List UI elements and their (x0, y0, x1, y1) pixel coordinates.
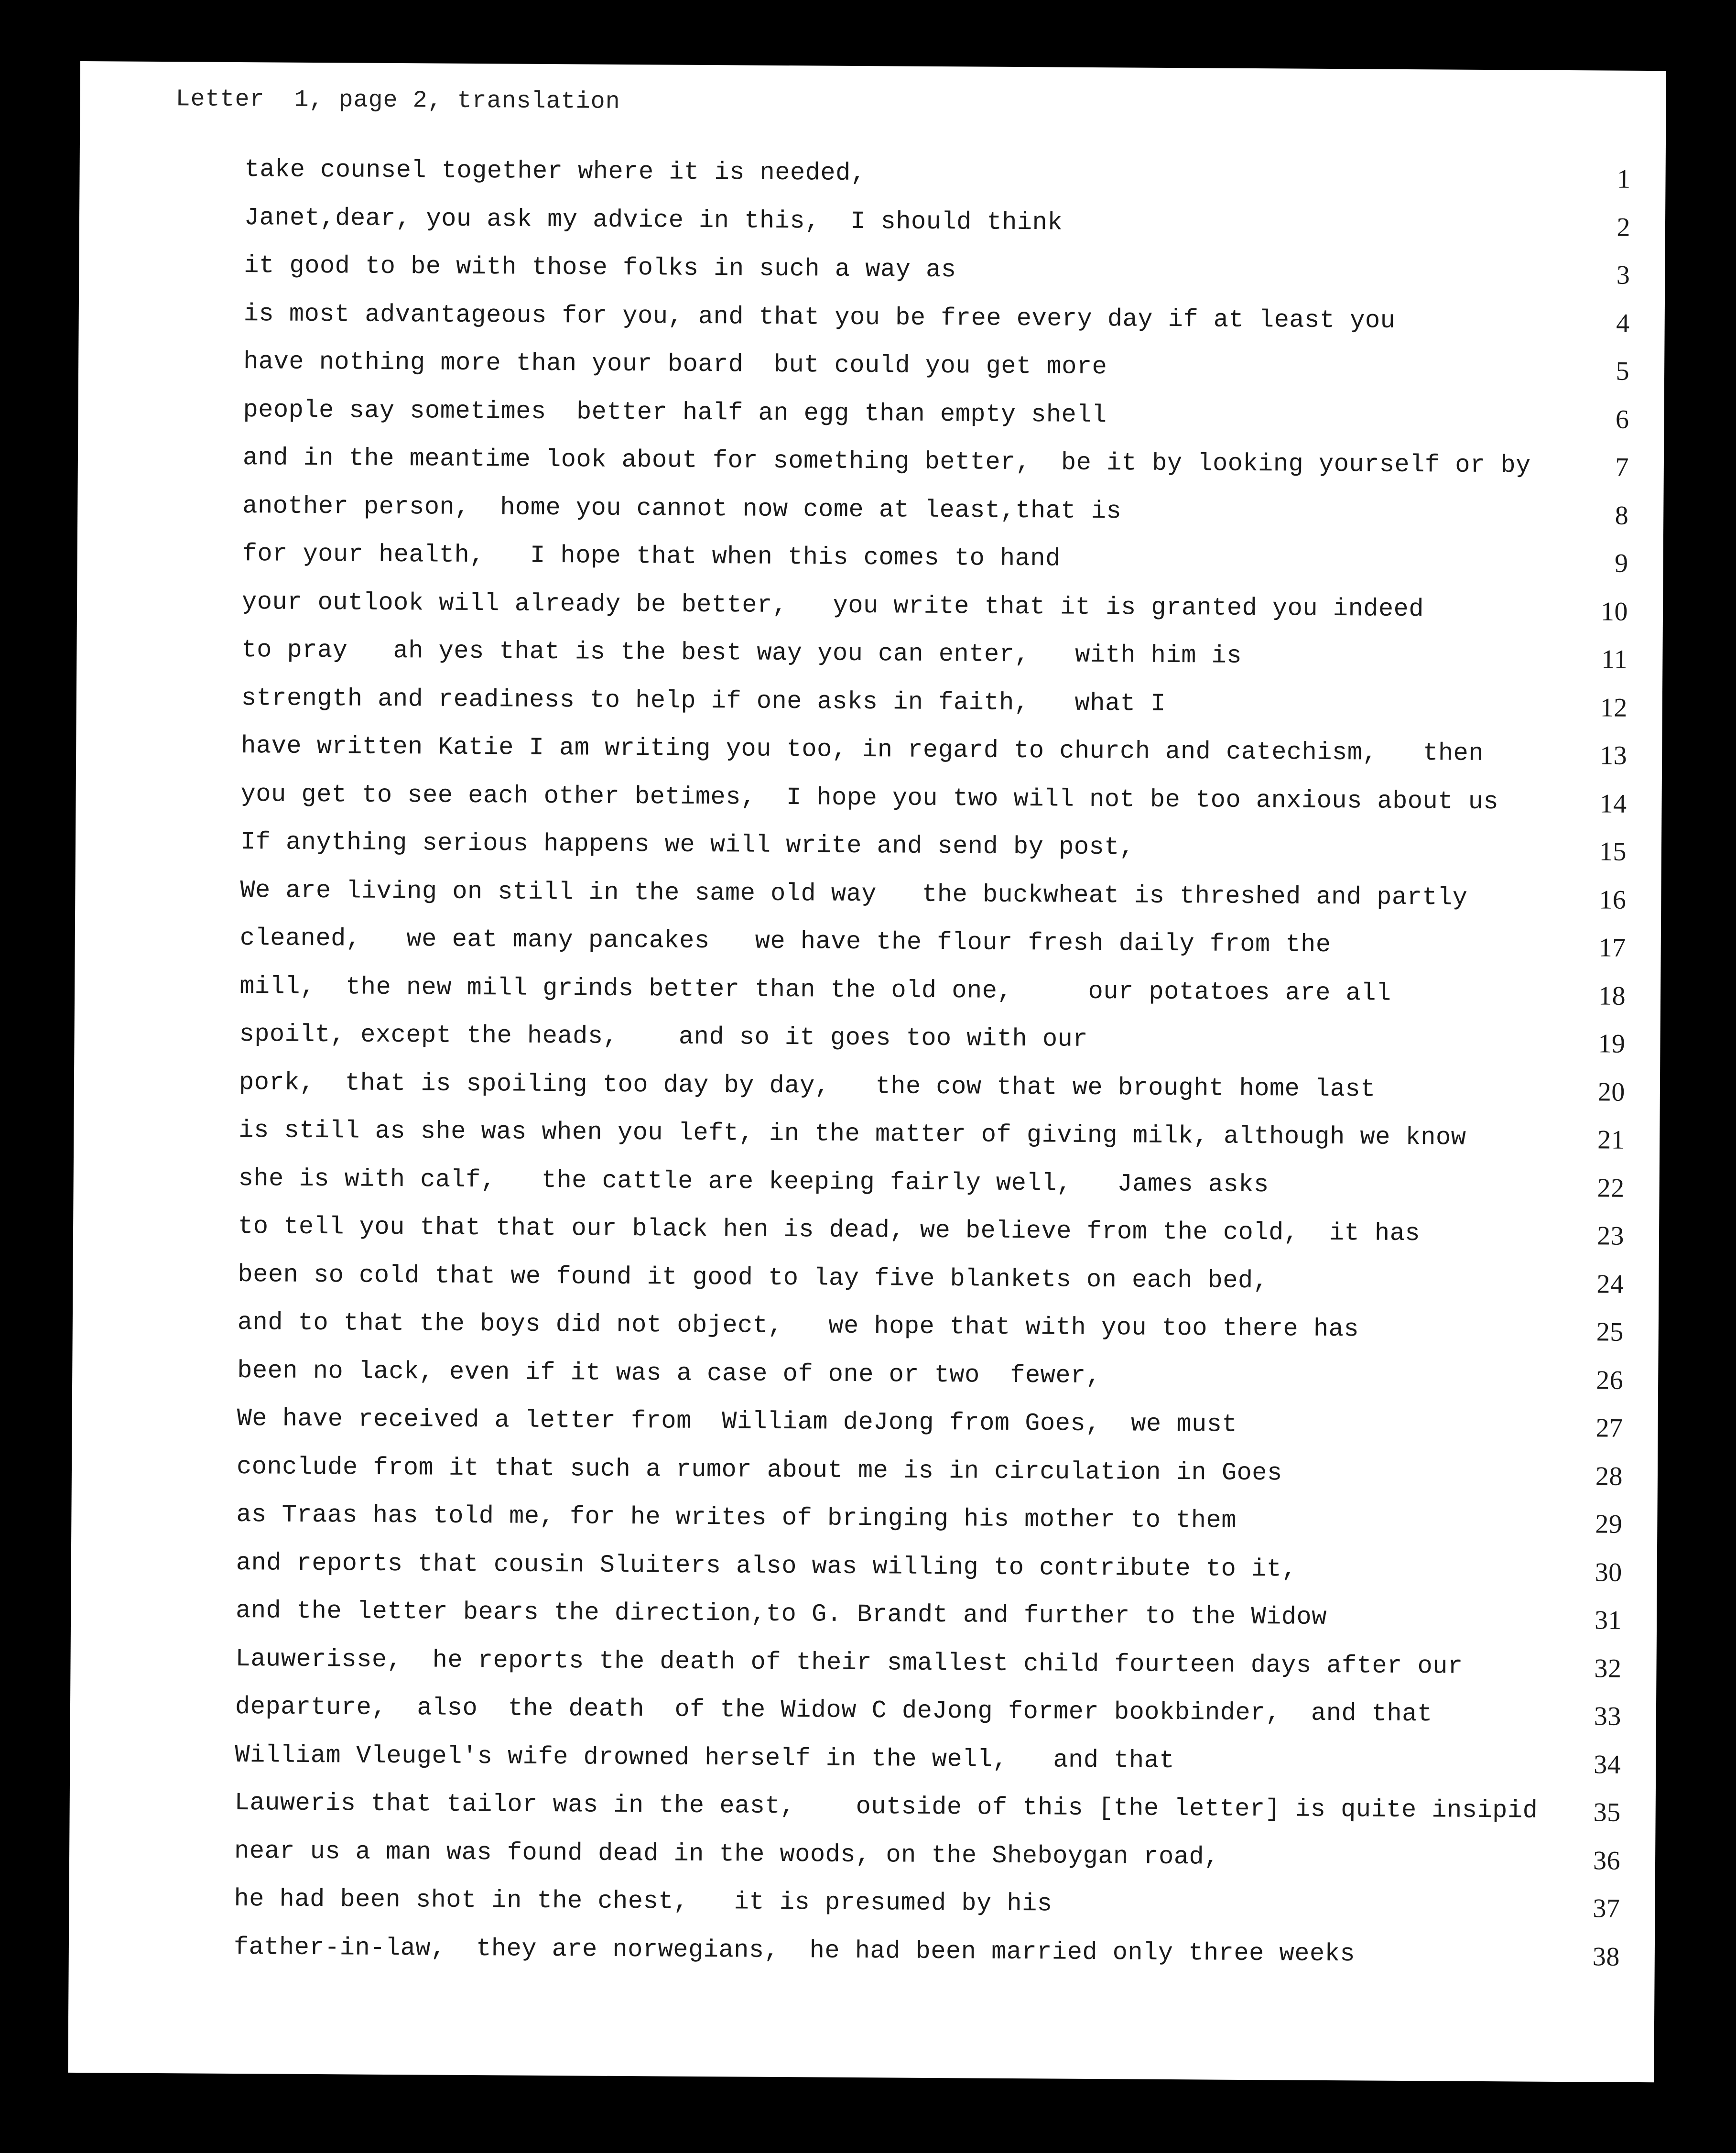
line-number: 27 (1595, 1413, 1623, 1443)
line-number: 38 (1592, 1941, 1620, 1972)
line-number: 35 (1593, 1797, 1621, 1827)
line-number: 32 (1594, 1653, 1622, 1684)
line-text: have nothing more than your board but could you get more (243, 348, 1107, 381)
line-number: 34 (1594, 1749, 1621, 1780)
line-number: 20 (1597, 1076, 1626, 1107)
text-line (241, 732, 1628, 788)
line-number: 33 (1594, 1701, 1622, 1731)
line-text: to pray ah yes that is the best way you can enter, with him is (241, 636, 1242, 670)
text-line (241, 636, 1628, 692)
line-text: people say sometimes better half an egg than empty shell (243, 395, 1107, 429)
letter-text (233, 155, 1630, 1990)
line-number: 23 (1596, 1221, 1625, 1251)
line-text: another person, home you cannot now come at least,that is (242, 491, 1122, 525)
line-number: 28 (1595, 1461, 1623, 1491)
line-text: your outlook will already be better, you write that it is granted you indeed (241, 587, 1424, 623)
line-text: father-in-law, they are norwegians, he had been married only three weeks (233, 1933, 1356, 1968)
line-text: been so cold that we found it good to lay five blankets on each bed, (238, 1260, 1269, 1295)
line-number: 5 (1616, 356, 1630, 386)
line-text: strength and readiness to help if one asks in faith, what I (241, 684, 1166, 718)
line-text: as Traas has told me, for he writes of bringing his mother to them (236, 1501, 1237, 1535)
text-line (235, 1741, 1621, 1797)
line-number: 2 (1617, 212, 1631, 242)
line-number: 21 (1597, 1125, 1625, 1155)
line-number: 18 (1598, 980, 1626, 1011)
text-line (235, 1645, 1622, 1701)
line-number: 16 (1599, 884, 1627, 915)
text-line (238, 1164, 1625, 1221)
line-text: he had been shot in the chest, it is presumed by his (234, 1885, 1052, 1918)
text-line (243, 444, 1629, 500)
line-text: is still as she was when you left, in the matter of giving milk, although we know (239, 1116, 1466, 1152)
line-number: 3 (1616, 260, 1630, 290)
line-number: 6 (1615, 404, 1629, 435)
line-number: 13 (1599, 740, 1628, 771)
text-line (237, 1404, 1623, 1461)
line-text: If anything serious happens we will write and send by post, (240, 828, 1135, 862)
line-text: you get to see each other betimes, I hope you two will not be too anxious about us (240, 780, 1499, 816)
text-line (233, 1933, 1620, 1990)
text-line (239, 1020, 1626, 1076)
line-text: take counsel together where it is needed, (244, 155, 866, 188)
text-line (239, 972, 1626, 1029)
line-number: 7 (1615, 452, 1629, 482)
text-line (238, 1261, 1624, 1317)
text-line (238, 1212, 1625, 1269)
line-text: departure, also the death of the Widow C deJong former bookbinder, and that (235, 1693, 1432, 1729)
line-number: 11 (1601, 644, 1628, 674)
text-line (237, 1308, 1624, 1365)
line-text: conclude from it that such a rumor about me is in circulation in Goes (236, 1452, 1282, 1487)
document-page (68, 61, 1666, 2082)
line-number: 22 (1597, 1173, 1625, 1203)
text-line (236, 1501, 1623, 1557)
text-line (243, 300, 1630, 356)
text-line (239, 924, 1626, 980)
line-number: 17 (1598, 933, 1626, 963)
text-line (242, 492, 1629, 548)
line-text: and in the meantime look about for something better, be it by looking yourself or by (242, 444, 1531, 480)
line-text: and to that the boys did not object, we hope that with you too there has (237, 1308, 1359, 1344)
text-line (234, 1837, 1621, 1893)
text-line (234, 1789, 1621, 1845)
text-line (237, 1453, 1623, 1509)
text-line (240, 876, 1627, 933)
line-text: Janet,dear, you ask my advice in this, I should think (244, 203, 1063, 237)
line-number: 10 (1600, 596, 1628, 627)
text-line (240, 828, 1627, 884)
text-line (244, 204, 1631, 260)
line-text: is most advantageous for you, and that you be free every day if at least you (243, 299, 1396, 335)
line-number: 30 (1595, 1557, 1622, 1588)
line-text: near us a man was found dead in the woods, on the Sheboygan road, (234, 1837, 1220, 1871)
line-number: 19 (1598, 1029, 1626, 1059)
line-number: 1 (1617, 164, 1631, 194)
text-line (236, 1597, 1622, 1653)
line-text: to tell you that that our black hen is dead, we believe from the cold, it has (238, 1212, 1421, 1248)
line-number: 36 (1593, 1845, 1621, 1876)
line-number: 37 (1593, 1893, 1620, 1924)
line-text: cleaned, we eat many pancakes we have the flour fresh daily from the (239, 924, 1331, 959)
text-line (240, 780, 1627, 837)
line-text: for your health, I hope that when this comes to hand (242, 540, 1061, 573)
line-text: mill, the new mill grinds better than the old one, our potatoes are all (239, 972, 1391, 1008)
line-text: she is with calf, the cattle are keeping fairly well, James asks (238, 1164, 1269, 1199)
line-text: have written Katie I am writing you too, in regard to church and catechism, then (241, 732, 1484, 768)
line-number: 26 (1596, 1365, 1624, 1395)
text-line (239, 1116, 1625, 1173)
line-number: 9 (1614, 548, 1628, 578)
line-text: it good to be with those folks in such a way as (244, 251, 956, 284)
line-number: 24 (1596, 1269, 1624, 1299)
text-line (239, 1068, 1626, 1125)
line-text: been no lack, even if it was a case of one or two fewer, (237, 1356, 1101, 1390)
text-line (237, 1357, 1624, 1413)
text-line (242, 540, 1628, 596)
line-number: 31 (1594, 1605, 1622, 1635)
line-number: 8 (1615, 500, 1629, 531)
text-line (234, 1885, 1620, 1941)
line-text: spoilt, except the heads, and so it goes too with our (239, 1020, 1088, 1054)
text-line (244, 155, 1631, 212)
line-text: and the letter bears the direction,to G. Brandt and further to the Widow (236, 1597, 1327, 1631)
line-number: 12 (1600, 692, 1628, 723)
text-line (242, 588, 1628, 644)
line-number: 14 (1599, 788, 1627, 819)
line-text: We have received a letter from William deJong from Goes, we must (237, 1404, 1237, 1439)
line-number: 15 (1599, 837, 1627, 867)
line-text: We are living on still in the same old way the buckwheat is threshed and partly (240, 876, 1468, 912)
line-number: 4 (1616, 308, 1630, 338)
line-number: 29 (1595, 1509, 1623, 1539)
text-line (236, 1549, 1622, 1605)
text-line (244, 251, 1630, 308)
line-text: Lauwerisse, he reports the death of their smallest child fourteen days after our (235, 1644, 1463, 1681)
text-line (235, 1693, 1622, 1749)
text-line (243, 348, 1630, 404)
line-number: 25 (1596, 1317, 1624, 1347)
line-text: William Vleugel's wife drowned herself in the well, and that (235, 1740, 1175, 1775)
text-line (241, 684, 1628, 740)
line-text: pork, that is spoiling too day by day, the cow that we brought home last (239, 1068, 1376, 1104)
line-text: Lauweris that tailor was in the east, outside of this [the letter] is quite insipid (234, 1789, 1538, 1825)
page-header: Letter 1, page 2, translation (175, 86, 620, 116)
text-line (243, 396, 1629, 452)
line-text: and reports that cousin Sluiters also was willing to contribute to it, (236, 1548, 1297, 1584)
